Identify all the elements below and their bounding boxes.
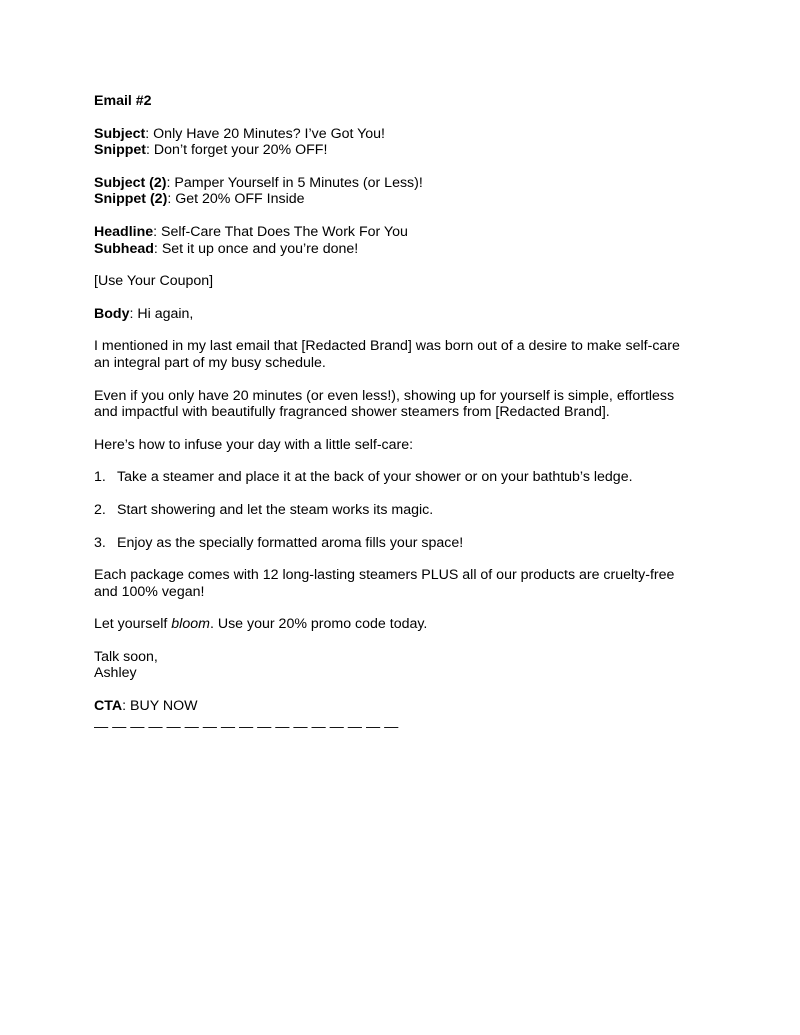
paragraph-4-line-1: Each package comes with 12 long-lasting steamers PLUS all of our products are cruelty-free [94, 567, 675, 584]
subhead-value: Set it up once and you’re done! [161, 240, 359, 257]
subject2-line [94, 175, 714, 192]
list-number: 2. [94, 501, 106, 518]
signoff-name: Ashley [94, 665, 137, 682]
cta-sep: : [122, 698, 130, 715]
paragraph-2-line-2: and impactful with beautifully fragranced shower steamers from [Redacted Brand]. [94, 404, 610, 421]
list-item [94, 469, 714, 486]
list-text: Start showering and let the steam works its magic. [117, 501, 434, 518]
paragraph-2 [94, 388, 714, 421]
subject2-value: Pamper Yourself in 5 Minutes (or Less)! [174, 174, 423, 191]
dash-divider: — — — — — — — — — — — — — — — — — [94, 718, 399, 735]
headline-line [94, 224, 714, 241]
subject-label: Subject [94, 125, 146, 142]
paragraph-5-after: . Use your 20% promo code today. [209, 616, 428, 633]
headline-value: Self-Care That Does The Work For You [161, 223, 408, 240]
email-title: Email #2 [94, 93, 152, 109]
steps-list [94, 469, 714, 551]
snippet2-label: Snippet (2) [94, 191, 168, 208]
subject2-label: Subject (2) [94, 174, 167, 191]
paragraph-4 [94, 567, 714, 600]
snippet2-line [94, 191, 714, 208]
subhead-label: Subhead [94, 240, 154, 257]
list-item [94, 535, 714, 552]
signoff-line-1: Talk soon, [94, 648, 158, 665]
snippet-sep: : [146, 142, 154, 159]
snippet2-sep: : [167, 191, 176, 208]
signoff [94, 649, 714, 682]
paragraph-5-before: Let yourself [94, 616, 172, 633]
body-line [94, 306, 714, 323]
cta-value: BUY NOW [130, 698, 198, 715]
subhead-sep: : [153, 240, 162, 257]
paragraph-5-emphasis: bloom [171, 616, 210, 633]
headline-block [94, 224, 714, 257]
paragraph-3: Here’s how to infuse your day with a little self-care: [94, 436, 414, 453]
cta-label: CTA [94, 698, 123, 715]
list-text: Enjoy as the specially formatted aroma fills your space! [117, 534, 464, 551]
paragraph-1-line-2: an integral part of my busy schedule. [94, 354, 326, 371]
paragraph-5 [94, 616, 714, 633]
headline-label: Headline [94, 223, 154, 240]
subject-line [94, 126, 714, 143]
headline-sep: : [153, 223, 162, 240]
snippet-label: Snippet [94, 142, 147, 159]
list-item [94, 502, 714, 519]
paragraph-4-line-2: and 100% vegan! [94, 583, 205, 600]
snippet-value: Don’t forget your 20% OFF! [153, 142, 328, 159]
paragraph-1-line-1: I mentioned in my last email that [Redacted Brand] was born out of a desire to make self-care [94, 338, 680, 355]
paragraph-1 [94, 338, 714, 371]
snippet-line [94, 142, 714, 159]
email-document [94, 93, 714, 735]
cta-line [94, 698, 714, 715]
subhead-line [94, 241, 714, 258]
paragraph-2-line-1: Even if you only have 20 minutes (or even less!), showing up for yourself is simple, effortless [94, 387, 675, 404]
subject-block [94, 126, 714, 159]
body-greeting: Hi again, [137, 305, 194, 322]
snippet2-value: Get 20% OFF Inside [175, 191, 305, 208]
subject2-sep: : [166, 174, 175, 191]
body-sep: : [129, 305, 138, 322]
subject-sep: : [145, 125, 154, 142]
list-number: 3. [94, 534, 106, 551]
body-label: Body [94, 305, 130, 322]
list-text: Take a steamer and place it at the back of your shower or on your bathtub’s ledge. [117, 469, 633, 486]
subject-value: Only Have 20 Minutes? I’ve Got You! [153, 125, 386, 142]
list-number: 1. [94, 469, 106, 486]
subject2-block [94, 175, 714, 208]
coupon-placeholder: [Use Your Coupon] [94, 273, 214, 290]
